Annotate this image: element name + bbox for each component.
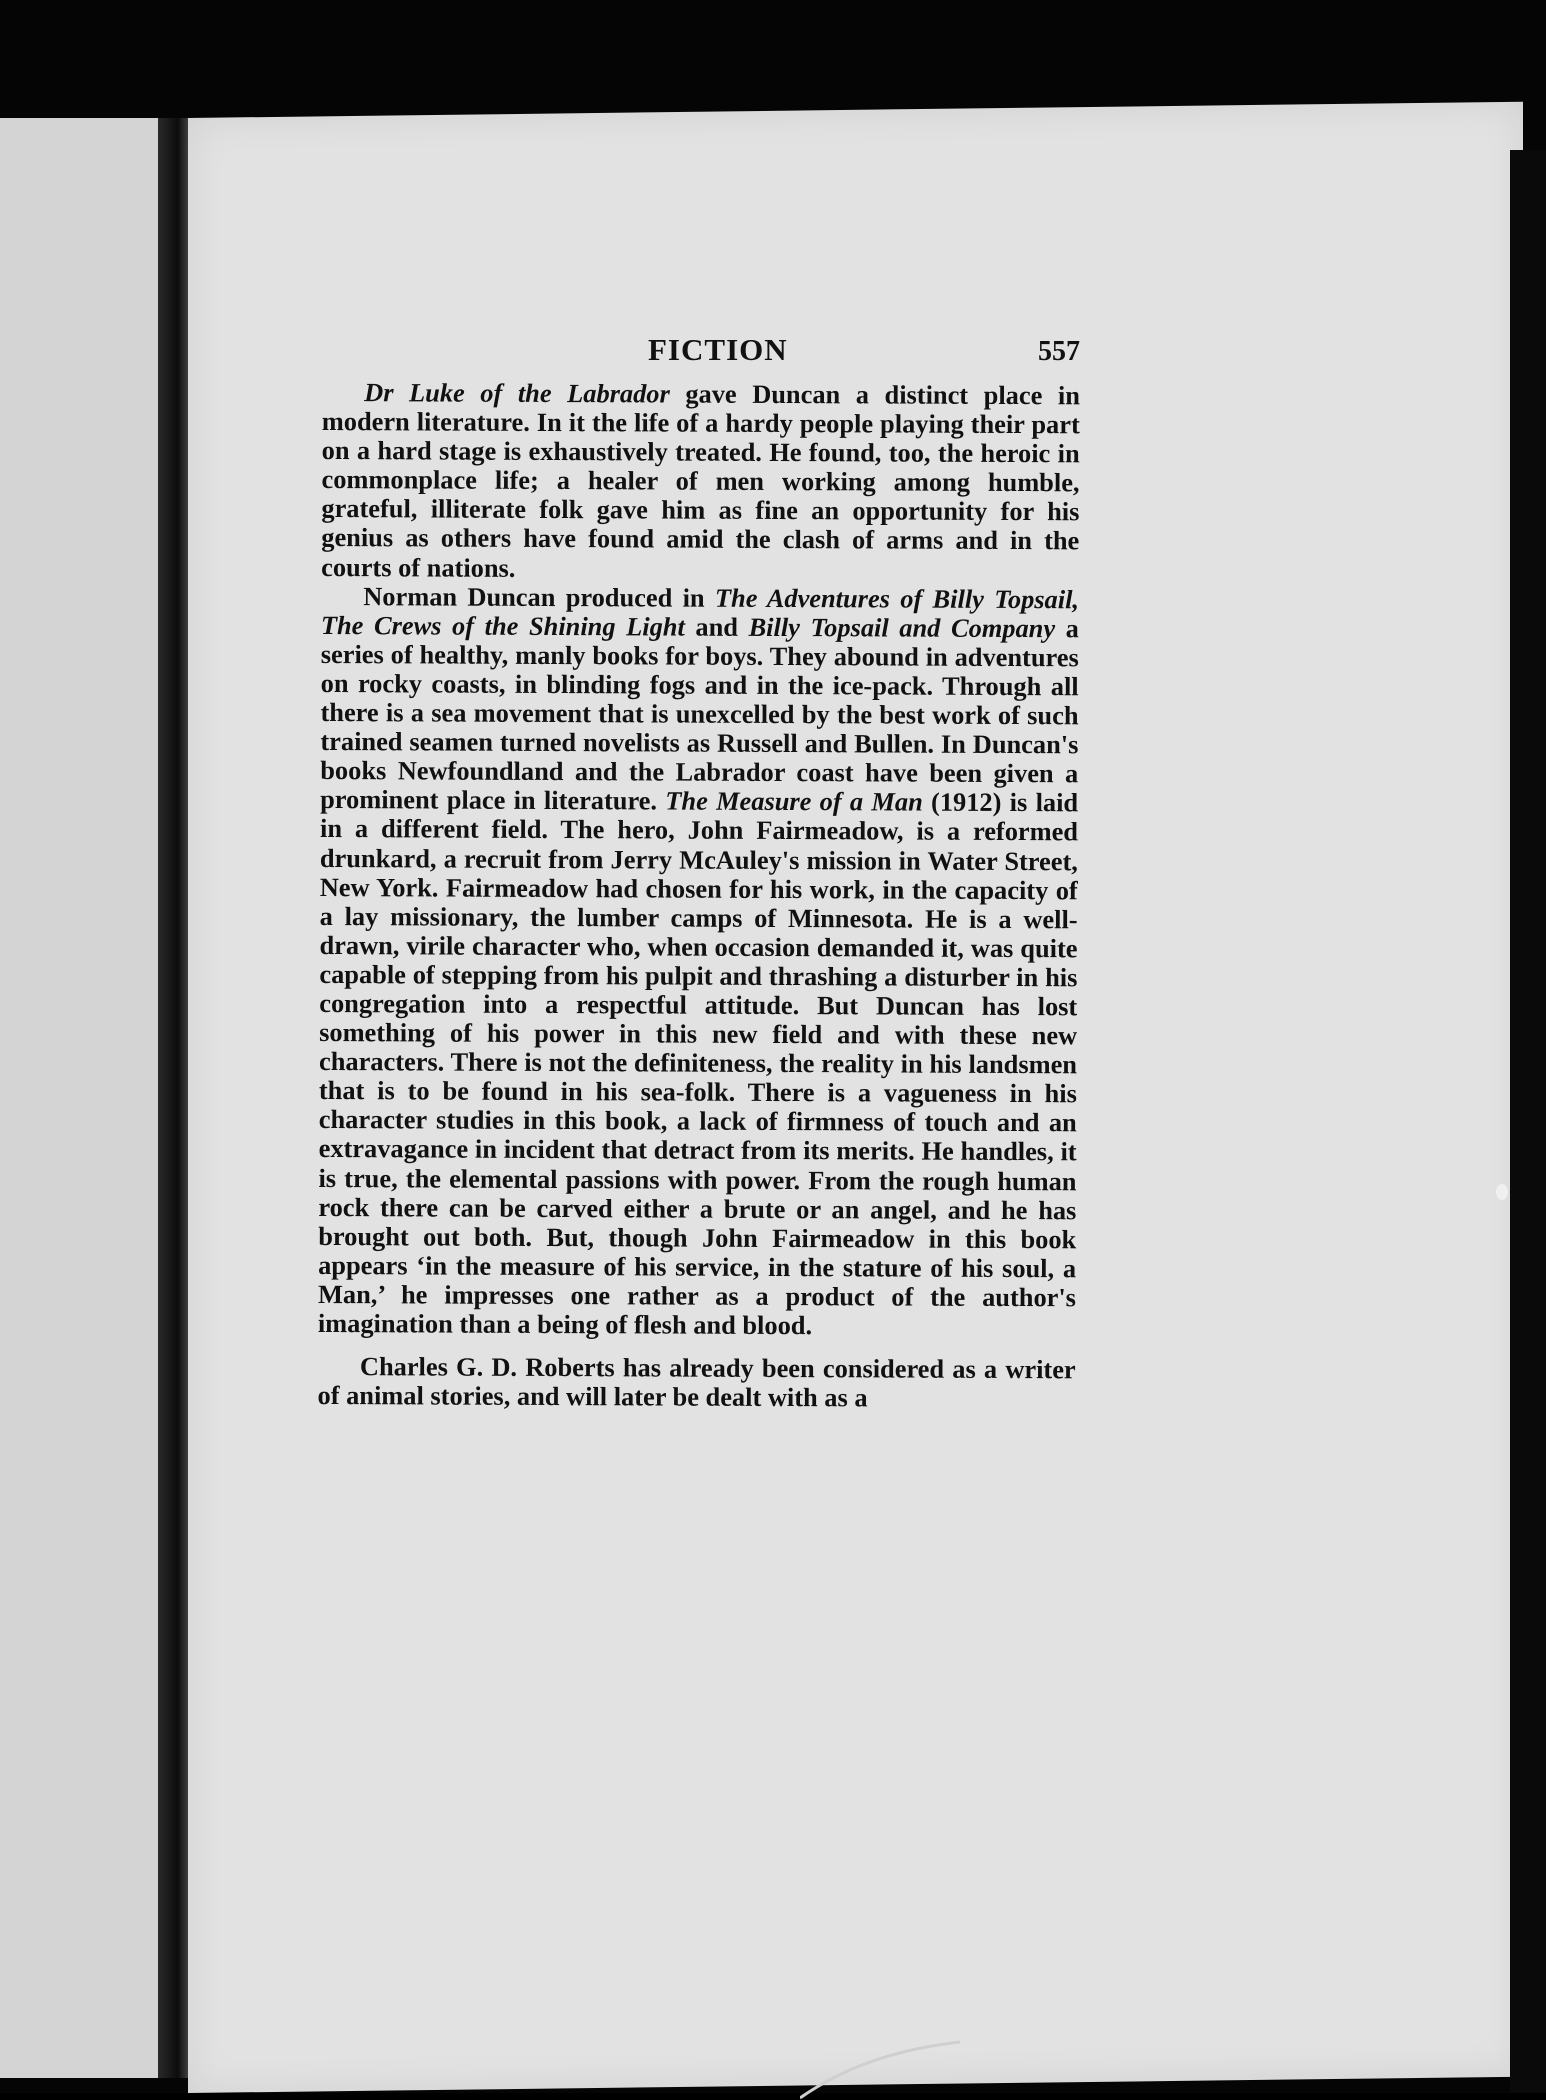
book-title-billy-topsail-company: Billy Topsail and Company [748,611,1056,643]
book-title-dr-luke: Dr Luke of the Labrador [364,377,670,409]
paragraph-text: (1912) is laid in a different field. The hero, John Fairmeadow, is a reformed drunkard, a recruit from Jerry McAuley's mission in Water Street, New York. Fairmeadow had chosen for his work, in the capacity of a lay missionary, the lumber camps of Minnesota. He is a well-drawn, virile character who, when occasion demanded it, was quite capable of stepping from his pulpit and thrashing a disturber in his congregation into a respectful attitude. But Duncan has lost something of his power in this new field and with these new characters. There is not the definiteness, the reality in his landsmen that is to be found in his sea-folk. There is a vagueness in his character studies in this book, a lack of firmness of touch and an extravagance in incident that detract from its merits. He handles, it is true, the elemental passions with power. From the rough human rock there can be carved either a brute or an angel, and he has brought out both. But, though John Fairmeadow in this book appears ‘in the measure of his service, in the stature of his soul, a Man,’ he impresses one rather as a product of the author's imagination than a being of flesh and blood. [317,786,1079,1341]
page-header [320,332,1080,376]
running-head: FICTION [648,332,788,367]
page-fold-curve [800,2040,960,2100]
book-title-billy-topsail: The Adventures of Billy Topsail, The Crews of the Shining Light [320,582,1080,642]
paragraph-dr-luke [321,378,1080,585]
paragraph-norman-duncan [318,582,1079,1342]
paragraph-roberts: Charles G. D. Roberts has already been considered as a writer of animal stories, and will later be dealt with as a [317,1351,1076,1413]
book-title-measure-of-a-man: The Measure of a Man [665,785,923,817]
paragraph-text: a series of healthy, manly books for boys. They abound in adventures on rocky coasts, in blinding fogs and in the ice-pack. Through all there is a sea movement that is unexcelled by the best work of such trained seamen turned novelists as Russell and Bullen. In Duncan's books Newfoundland and the Labrador coast have been given a prominent place in literature. [320,612,1079,816]
paragraph-text: Norman Duncan produced in [363,580,716,613]
page-number: 557 [1038,336,1080,367]
facing-page-edge [0,118,170,2078]
paragraph-text: and [684,611,749,642]
body-text [317,378,1079,1414]
scan-edge-right [1510,150,1546,2093]
stray-mark [1496,1184,1508,1200]
paragraph-text: gave Duncan a distinct place in modern literature. In it the life of a hardy people playing their part on a hard stage is exhaustively treated. He found, too, the heroic in commonplace life; a healer of men working among humble, grateful, illiterate folk gave him as fine an opportunity for his genius as others have found amid the clash of arms and in the courts of nations. [321,378,1080,583]
